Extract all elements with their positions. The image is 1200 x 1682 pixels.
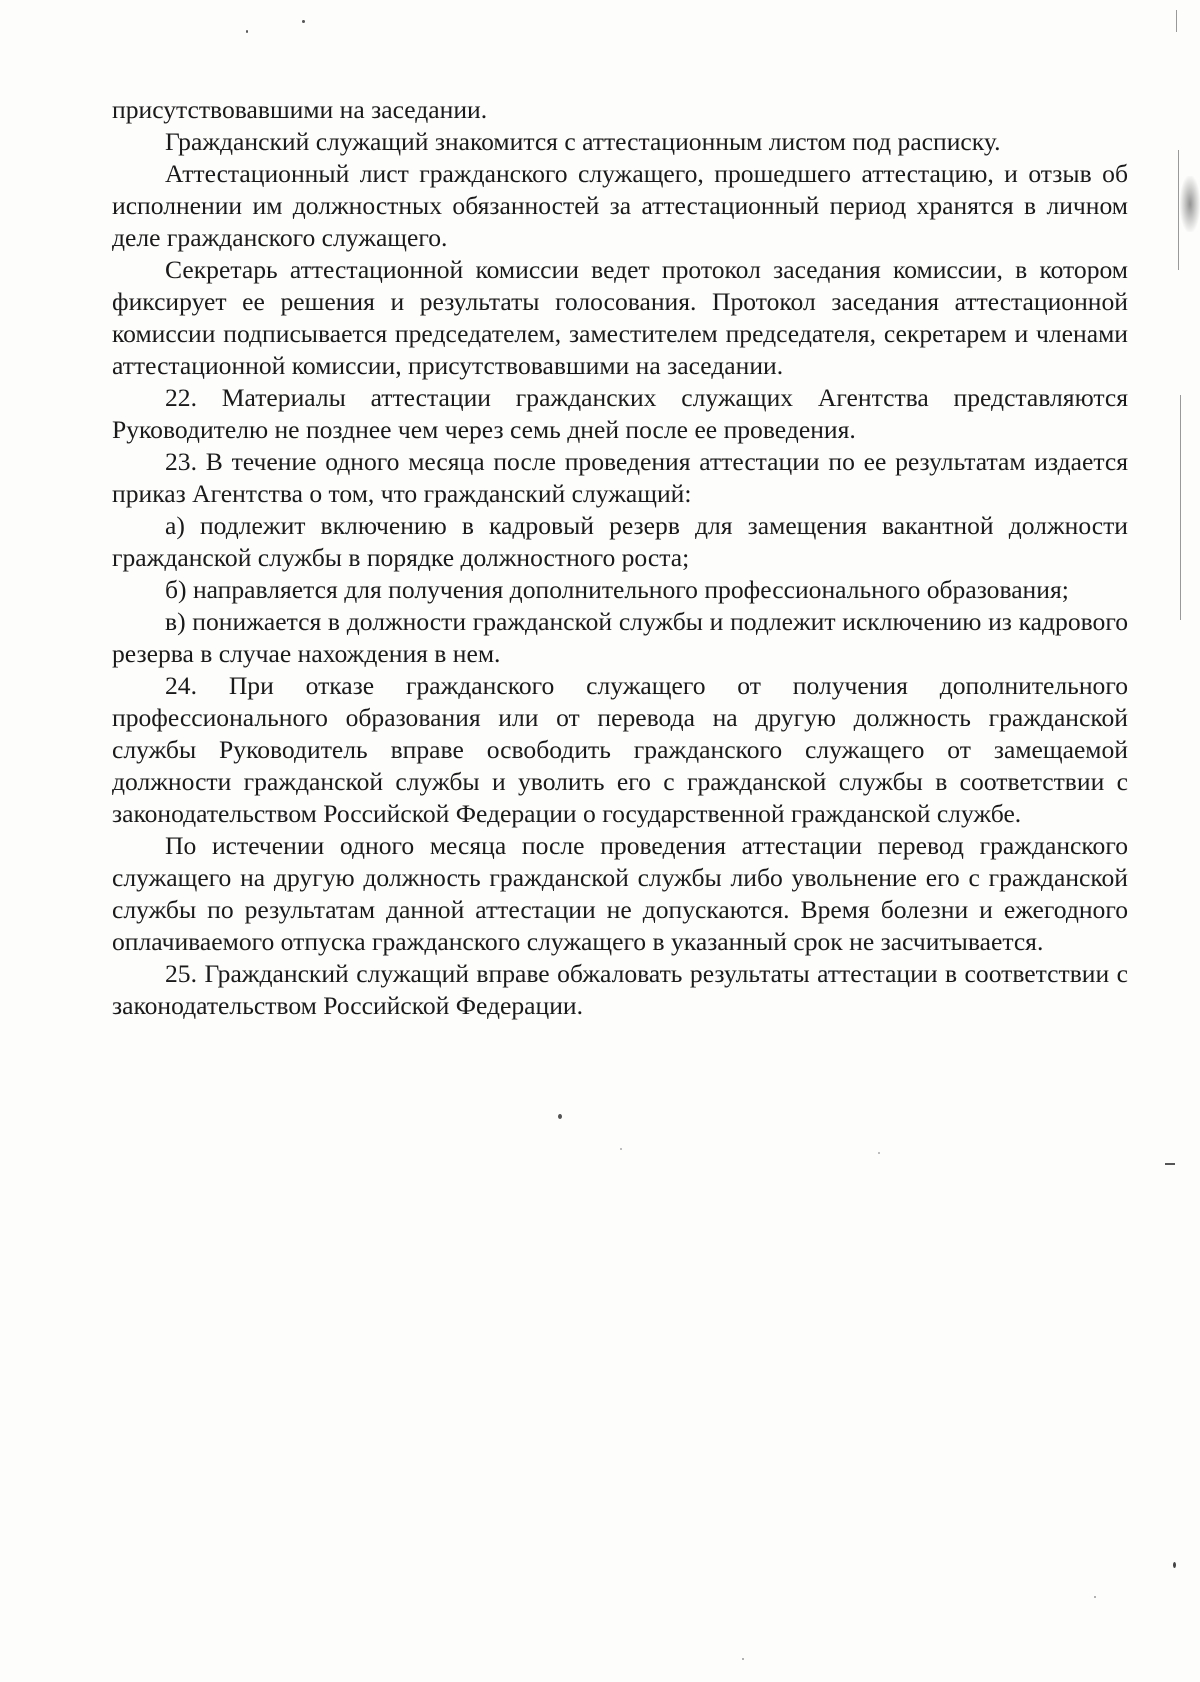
scan-speck xyxy=(1173,1562,1176,1568)
scan-edge-mark xyxy=(1176,10,1177,32)
scan-speck xyxy=(742,1658,744,1660)
paragraph: 22. Материалы аттестации гражданских служащих Агентства представляются Руководителю не позднее чем через семь дней после ее проведения. xyxy=(112,383,1128,444)
scan-edge-mark xyxy=(1178,150,1179,270)
scan-speck xyxy=(1094,1596,1096,1598)
scan-speck xyxy=(246,30,248,33)
scan-speck xyxy=(620,1148,622,1150)
paragraph: Аттестационный лист гражданского служащего, прошедшего аттестацию, и отзыв об исполнении им должностных обязанностей за аттестационный период хранятся в личном деле гражданского служащего. xyxy=(112,159,1128,252)
scan-edge-mark xyxy=(1165,1163,1175,1165)
scan-smudge xyxy=(1180,176,1200,232)
paragraph: присутствовавшими на заседании. xyxy=(112,95,488,124)
list-item: в) понижается в должности гражданской службы и подлежит исключению из кадрового резерва в случае нахождения в нем. xyxy=(112,607,1128,668)
paragraph: Секретарь аттестационной комиссии ведет протокол заседания комиссии, в котором фиксирует ее решения и результаты голосования. Протокол заседания аттестационной комиссии подписывается председателем, заместителем председателя, секретарем и членами аттестационной комиссии, присутствовавшими на заседании. xyxy=(112,255,1128,380)
paragraph: 24. При отказе гражданского служащего от получения дополнительного профессионального образования или от перевода на другую должность гражданской службы Руководитель вправе освободить гражданского служащего от замещаемой должности гражданской службы и уволить его с гражданской службы в соответствии с законодательством Российской Федерации о государственной гражданской службе. xyxy=(112,671,1128,828)
paragraph: По истечении одного месяца после проведения аттестации перевод гражданского служащего на другую должность гражданской службы либо увольнение его с гражданской службы по результатам данной аттестации не допускаются. Время болезни и ежегодного оплачиваемого отпуска гражданского служащего в указанный срок не засчитывается. xyxy=(112,831,1128,956)
paragraph: 23. В течение одного месяца после проведения аттестации по ее результатам издается приказ Агентства о том, что гражданский служащий: xyxy=(112,447,1128,508)
list-item: а) подлежит включению в кадровый резерв для замещения вакантной должности гражданской службы в порядке должностного роста; xyxy=(112,511,1128,572)
paragraph: Гражданский служащий знакомится с аттестационным листом под расписку. xyxy=(165,127,1001,156)
scan-edge-mark xyxy=(1180,395,1181,620)
list-item: б) направляется для получения дополнительного профессионального образования; xyxy=(165,575,1069,604)
scan-speck xyxy=(302,20,305,23)
scan-speck xyxy=(558,1114,562,1119)
scan-speck xyxy=(878,1152,880,1154)
document-body xyxy=(112,94,1128,1022)
paragraph: 25. Гражданский служащий вправе обжаловать результаты аттестации в соответствии с законодательством Российской Федерации. xyxy=(112,959,1128,1020)
